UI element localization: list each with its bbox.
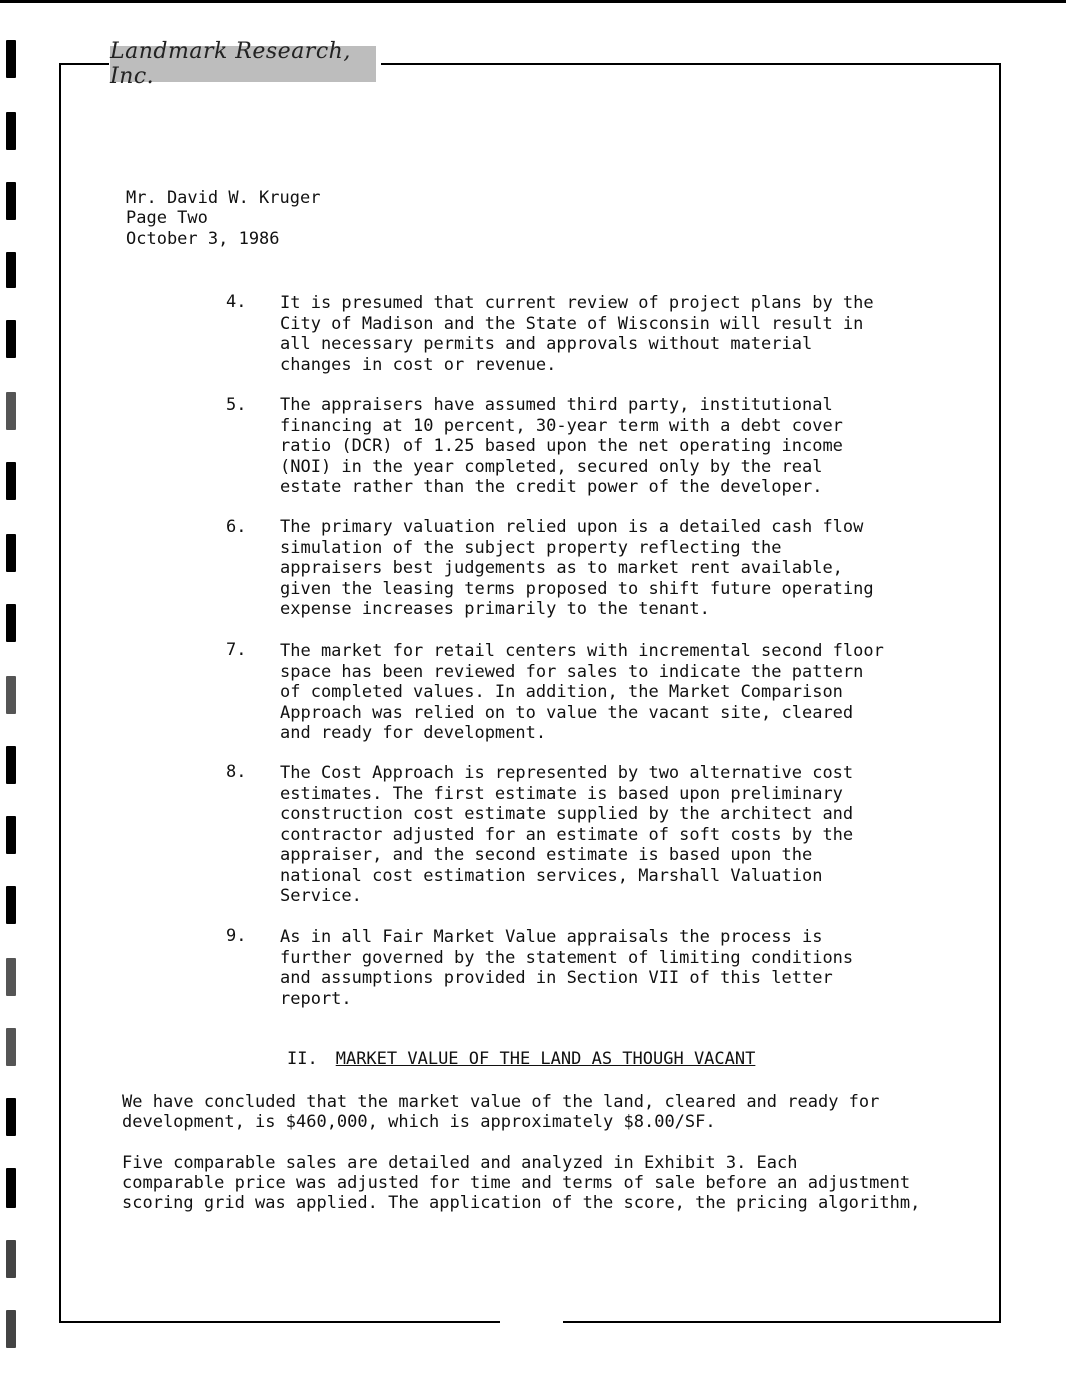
binder-mark bbox=[6, 534, 16, 572]
binder-mark bbox=[6, 112, 16, 150]
letter-date: October 3, 1986 bbox=[126, 229, 280, 249]
binder-mark bbox=[6, 40, 16, 78]
recipient-name: Mr. David W. Kruger bbox=[126, 188, 321, 208]
binder-mark bbox=[6, 604, 16, 642]
section-title: MARKET VALUE OF THE LAND AS THOUGH VACANT bbox=[335, 1049, 756, 1069]
binder-mark bbox=[6, 746, 16, 784]
binder-mark bbox=[6, 392, 16, 430]
item-number: 6. bbox=[226, 517, 247, 537]
section-number: II. bbox=[287, 1049, 318, 1069]
item-number: 7. bbox=[226, 640, 247, 660]
binder-mark bbox=[6, 676, 16, 714]
item-number: 5. bbox=[226, 395, 247, 415]
frame-border-bottom bbox=[59, 1321, 500, 1323]
binder-mark bbox=[6, 1168, 16, 1208]
item-text: The primary valuation relied upon is a detailed cash flow simulation of the subject property reflecting the appraisers best judgements as to market rent available, given the leasing terms proposed to shift future operating expense increases primarily to the tenant. bbox=[280, 517, 874, 619]
binder-mark bbox=[6, 816, 16, 854]
frame-border-bottom bbox=[563, 1321, 1001, 1323]
binder-mark bbox=[6, 1310, 16, 1348]
binder-mark bbox=[6, 252, 16, 288]
item-text: The Cost Approach is represented by two alternative cost estimates. The first estimate is based upon preliminary construction cost estimate supplied by the architect and contractor adjusted for an estimate of soft costs by the appraiser, and the second estimate is based upon the national cost estimation services, Marshall Valuation Service. bbox=[280, 763, 854, 906]
page-number: Page Two bbox=[126, 208, 208, 228]
binder-mark bbox=[6, 1240, 16, 1278]
body-paragraph: We have concluded that the market value of the land, cleared and ready for development, is $460,000, which is approximately $8.00/SF. bbox=[122, 1092, 880, 1132]
top-edge-rule bbox=[0, 0, 1066, 3]
item-number: 4. bbox=[226, 292, 247, 312]
item-number: 8. bbox=[226, 762, 247, 782]
letterhead-logo: Landmark Research, Inc. bbox=[110, 46, 376, 82]
binder-mark bbox=[6, 320, 16, 358]
binder-mark bbox=[6, 1028, 16, 1066]
item-text: The appraisers have assumed third party, institutional financing at 10 percent, 30-year term with a debt cover ratio (DCR) of 1.25 based upon the net operating income (NOI) in the year completed, secured only by the real estate rather than the credit power of the developer. bbox=[280, 395, 843, 497]
frame-border-top bbox=[59, 63, 109, 65]
binder-mark bbox=[6, 886, 16, 924]
binder-mark bbox=[6, 958, 16, 996]
binder-mark bbox=[6, 462, 16, 500]
item-number: 9. bbox=[226, 926, 247, 946]
frame-border-top bbox=[381, 63, 1000, 65]
frame-border-right bbox=[999, 63, 1001, 1323]
item-text: It is presumed that current review of project plans by the City of Madison and the State of Wisconsin will result in all necessary permits and approvals without material changes in cost or revenue. bbox=[280, 293, 874, 375]
body-paragraph: Five comparable sales are detailed and analyzed in Exhibit 3. Each comparable price was adjusted for time and terms of sale before an adjustment scoring grid was applied. The application of the score, the pricing algorithm, bbox=[122, 1153, 921, 1213]
item-text: As in all Fair Market Value appraisals the process is further governed by the statement of limiting conditions and assumptions provided in Section VII of this letter report. bbox=[280, 927, 854, 1009]
section-heading bbox=[287, 1049, 755, 1069]
binder-mark bbox=[6, 182, 16, 220]
item-text: The market for retail centers with incremental second floor space has been reviewed for sales to indicate the pattern of completed values. In addition, the Market Comparison Approach was relied on to value the vacant site, cleared and ready for development. bbox=[280, 641, 884, 743]
binder-mark bbox=[6, 1098, 16, 1136]
frame-border-left bbox=[59, 63, 61, 1323]
